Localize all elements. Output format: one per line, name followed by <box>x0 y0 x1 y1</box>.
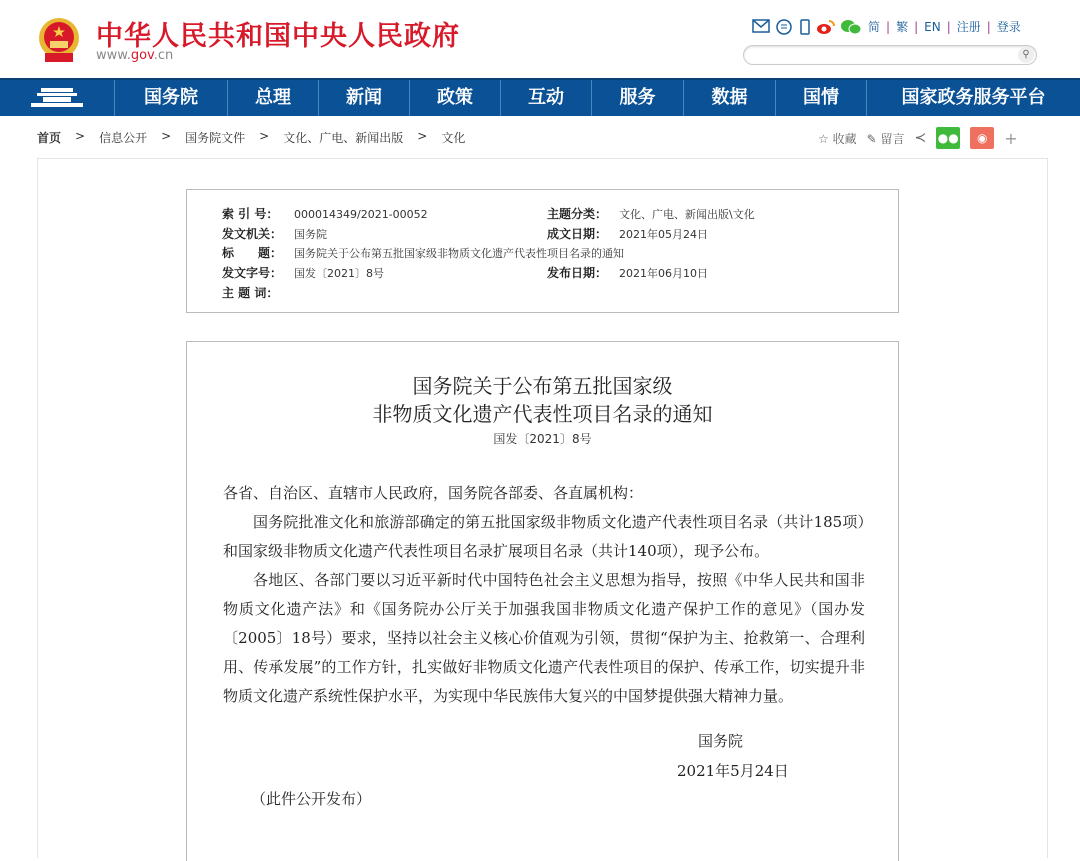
wechat-icon[interactable] <box>840 19 862 35</box>
search-input[interactable] <box>743 45 1037 65</box>
sign-date: 2021年5月24日 <box>677 762 789 780</box>
nav-item-gov-service-platform[interactable]: 国家政务服务平台 <box>901 87 1046 108</box>
share-wechat-icon[interactable]: ●● <box>936 127 960 149</box>
breadcrumb <box>37 129 465 146</box>
main-nav <box>0 78 1080 116</box>
info-publish-date: 发布日期： 2021年06月10日 <box>547 266 708 280</box>
site-header <box>0 0 1080 78</box>
site-title[interactable]: 中华人民共和国中央人民政府 <box>96 21 460 52</box>
link-login[interactable]: 登录 <box>996 20 1021 34</box>
link-english[interactable]: EN <box>924 19 941 34</box>
nav-item-data[interactable]: 数据 <box>684 80 776 116</box>
message-icon[interactable] <box>776 19 794 35</box>
article-body <box>223 479 865 711</box>
nav-item-interaction[interactable]: 互动 <box>501 80 592 116</box>
comment-label: 留言 <box>880 131 905 146</box>
weibo-icon[interactable] <box>816 19 834 35</box>
tiananmen-logo-icon[interactable] <box>0 80 115 116</box>
share-weibo-icon[interactable]: ◉ <box>970 127 994 149</box>
comment-button[interactable] <box>867 130 905 147</box>
nav-item-news[interactable]: 新闻 <box>319 80 410 116</box>
nav-item-state-council[interactable]: 国务院 <box>115 80 228 116</box>
info-doc-number: 发文字号： 国发〔2021〕8号 <box>222 266 384 280</box>
breadcrumb-culture[interactable]: 文化 <box>441 131 466 145</box>
paragraph: 各地区、各部门要以习近平新时代中国特色社会主义思想为指导，按照《中华人民共和国非物质文化遗产法》和《国务院办公厅关于加强我国非物质文化遗产保护工作的意见》（国办发〔2005〕18号）要求，坚持以社会主义核心价值观为引领，贯彻“保护为主、抢救第一、合理利用、传承发展”的工作方针，扎实做好非物质文化遗产代表性项目的保护、传承工作，切实提升非物质文化遗产系统性保护水平，为实现中华民族伟大复兴的中国梦提供强大精神力量。 <box>223 571 865 705</box>
url-prefix: www. <box>96 48 131 63</box>
link-traditional[interactable]: 繁 <box>896 20 909 34</box>
chevron-right-icon: > <box>417 129 428 143</box>
signer: 国务院 <box>698 732 744 750</box>
nav-item-national-info[interactable]: 国情 <box>776 80 867 116</box>
document-info-box <box>186 189 899 313</box>
salutation: 各省、自治区、直辖市人民政府，国务院各部委、各直属机构： <box>223 484 644 502</box>
link-simplified[interactable]: 简 <box>868 20 881 34</box>
info-written-date: 成文日期： 2021年05月24日 <box>547 227 708 241</box>
breadcrumb-culture-media[interactable]: 文化、广电、新闻出版 <box>283 131 404 145</box>
favorite-label: 收藏 <box>832 131 857 146</box>
favorite-button[interactable] <box>818 130 857 147</box>
chevron-right-icon: > <box>75 129 86 143</box>
info-title: 标 题： 国务院关于公布第五批国家级非物质文化遗产代表性项目名录的通知 <box>222 246 624 260</box>
url-brand: gov <box>130 48 154 63</box>
breadcrumb-home[interactable]: 首页 <box>37 131 62 145</box>
nav-item-services[interactable]: 服务 <box>592 80 684 116</box>
article-tools <box>818 127 1018 149</box>
nav-item-premier[interactable]: 总理 <box>228 80 319 116</box>
share-icon[interactable]: ≺ <box>914 130 927 146</box>
article-doc-number: 国发〔2021〕8号 <box>493 432 592 446</box>
info-category: 主题分类： 文化、广电、新闻出版\文化 <box>547 207 755 221</box>
link-register[interactable]: 注册 <box>956 20 981 34</box>
mobile-icon[interactable] <box>800 19 810 35</box>
info-index: 索 引 号： 000014349/2021-00052 <box>222 207 428 221</box>
top-links: 简 | 繁 | EN | 注册 | 登录 <box>752 18 1021 35</box>
publication-note: （此件公开发布） <box>251 790 372 808</box>
article-box <box>186 341 899 861</box>
info-issuer: 发文机关： 国务院 <box>222 227 327 241</box>
article-title: 国务院关于公布第五批国家级 非物质文化遗产代表性项目名录的通知 <box>372 374 713 426</box>
breadcrumb-state-council-docs[interactable]: 国务院文件 <box>185 131 246 145</box>
chevron-right-icon: > <box>259 129 270 143</box>
info-keywords: 主 题 词： <box>222 286 279 300</box>
site-url[interactable] <box>96 48 173 63</box>
mail-icon[interactable] <box>752 19 770 35</box>
nav-item-policy[interactable]: 政策 <box>410 80 501 116</box>
paragraph: 国务院批准文化和旅游部确定的第五批国家级非物质文化遗产代表性项目名录（共计185项）和国家级非物质文化遗产代表性项目名录扩展项目名录（共计140项），现予公布。 <box>223 513 865 560</box>
pencil-icon: ✎ <box>866 131 877 146</box>
search-icon[interactable]: ⚲ <box>1018 47 1034 63</box>
more-share-button[interactable]: + <box>1004 128 1018 148</box>
national-emblem-icon[interactable] <box>37 17 81 63</box>
chevron-right-icon: > <box>161 129 172 143</box>
url-suffix: .cn <box>153 48 174 63</box>
star-icon: ☆ <box>818 131 829 146</box>
breadcrumb-info-disclosure[interactable]: 信息公开 <box>99 131 148 145</box>
